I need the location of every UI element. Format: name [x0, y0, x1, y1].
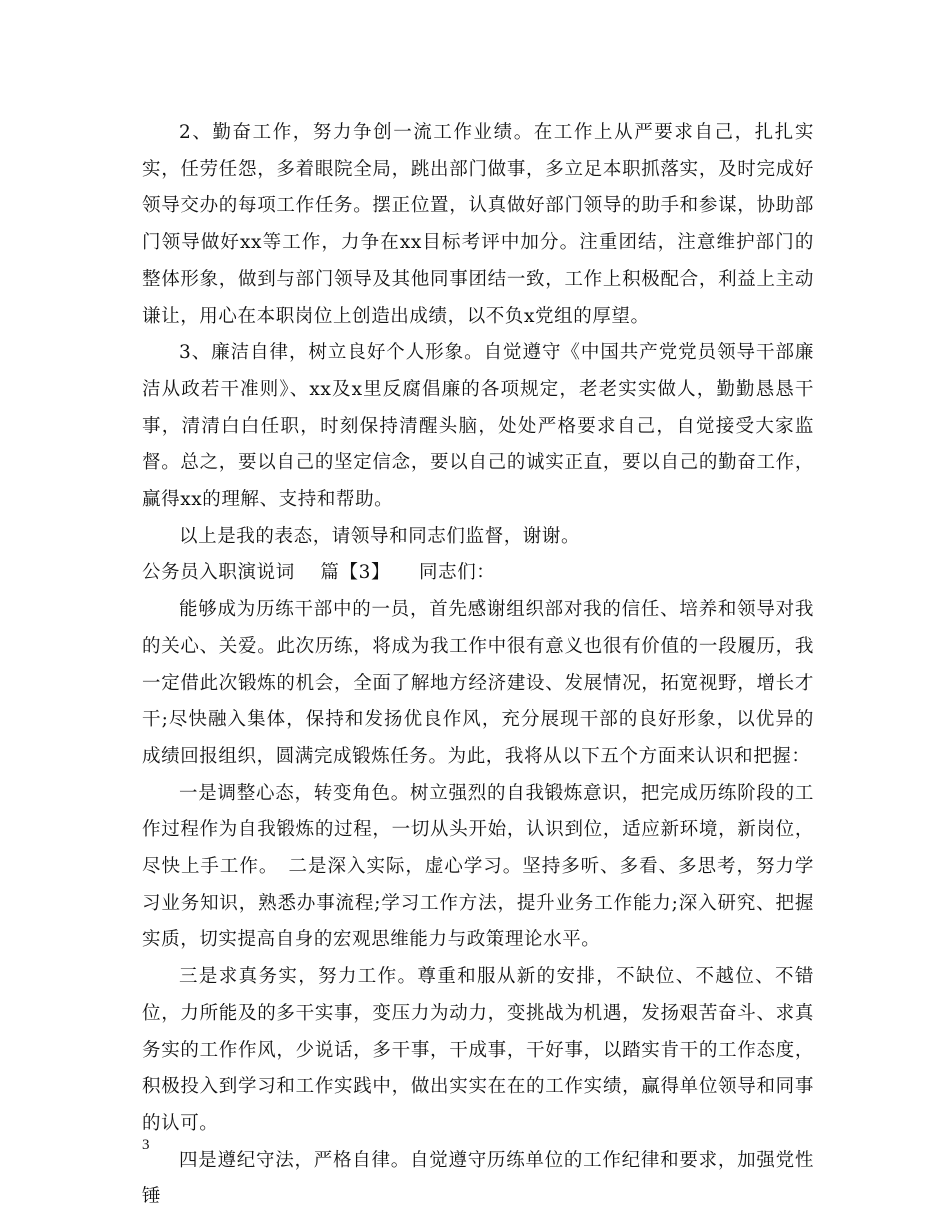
paragraph-point-three: 三是求真务实，努力工作。尊重和服从新的安排，不缺位、不越位、不错位，力所能及的多干实事，变压力为动力，变挑战为机遇，发扬艰苦奋斗、求真务实的工作作风，少说话，多干事，干成事，干好事，以踏实肯干的工作态度，积极投入到学习和工作实践中，做出实实在在的工作实绩，赢得单位领导和同事的认可。 — [142, 966, 814, 1134]
section-heading: 公务员入职演说词 篇【3】 同志们： — [142, 562, 496, 584]
paragraph-integrity: 3、廉洁自律，树立良好个人形象。自觉遵守《中国共产党党员领导干部廉洁从政若干准则》、xx及x里反腐倡廉的各项规定，老老实实做人，勤勤恳恳干事，清清白白任职，时刻保持清醒头脑，处处严格要求自己，自觉接受大家监督。总之，要以自己的坚定信念，要以自己的诚实正直，要以自己的勤奋工作，赢得xx的理解、支持和帮助。 — [142, 342, 814, 511]
document-body — [142, 115, 814, 1216]
paragraph-closing: 以上是我的表态，请领导和同志们监督，谢谢。 — [179, 525, 581, 547]
paragraph-diligent-work: 2、勤奋工作，努力争创一流工作业绩。在工作上从严要求自己，扎扎实实，任劳任怨，多着眼院全局，跳出部门做事，多立足本职抓落实，及时完成好领导交办的每项工作任务。摆正位置，认真做好部门领导的助手和参谋，协助部门领导做好xx等工作，力争在xx目标考评中加分。注重团结，注意维护部门的整体形象，做到与部门领导及其他同事团结一致，工作上积极配合，利益上主动谦让，用心在本职岗位上创造出成绩，以不负x党组的厚望。 — [142, 122, 814, 327]
paragraph-point-four: 四是遵纪守法，严格自律。自觉遵守历练单位的工作纪律和要求，加强党性锤 — [142, 1149, 814, 1208]
paragraph-point-one-two: 一是调整心态，转变角色。树立强烈的自我锻炼意识，把完成历练阶段的工作过程作为自我锻炼的过程，一切从头开始，认识到位，适应新环境，新岗位，尽快上手工作。 二是深入实际，虚心学习。坚持多听、多看、多思考，努力学习业务知识，熟悉办事流程;学习工作方法，提升业务工作能力;深入研究、把握实质，切实提高自身的宏观思维能力与政策理论水平。 — [142, 782, 814, 951]
page-number: 3 — [142, 1137, 150, 1153]
paragraph-introduction: 能够成为历练干部中的一员，首先感谢组织部对我的信任、培养和领导对我的关心、关爱。此次历练，将成为我工作中很有意义也很有价值的一段履历，我一定借此次锻炼的机会，全面了解地方经济建设、发展情况，拓宽视野，增长才干;尽快融入集体，保持和发扬优良作风，充分展现干部的良好形象，以优异的成绩回报组织，圆满完成锻炼任务。为此，我将从以下五个方面来认识和把握： — [142, 599, 814, 767]
